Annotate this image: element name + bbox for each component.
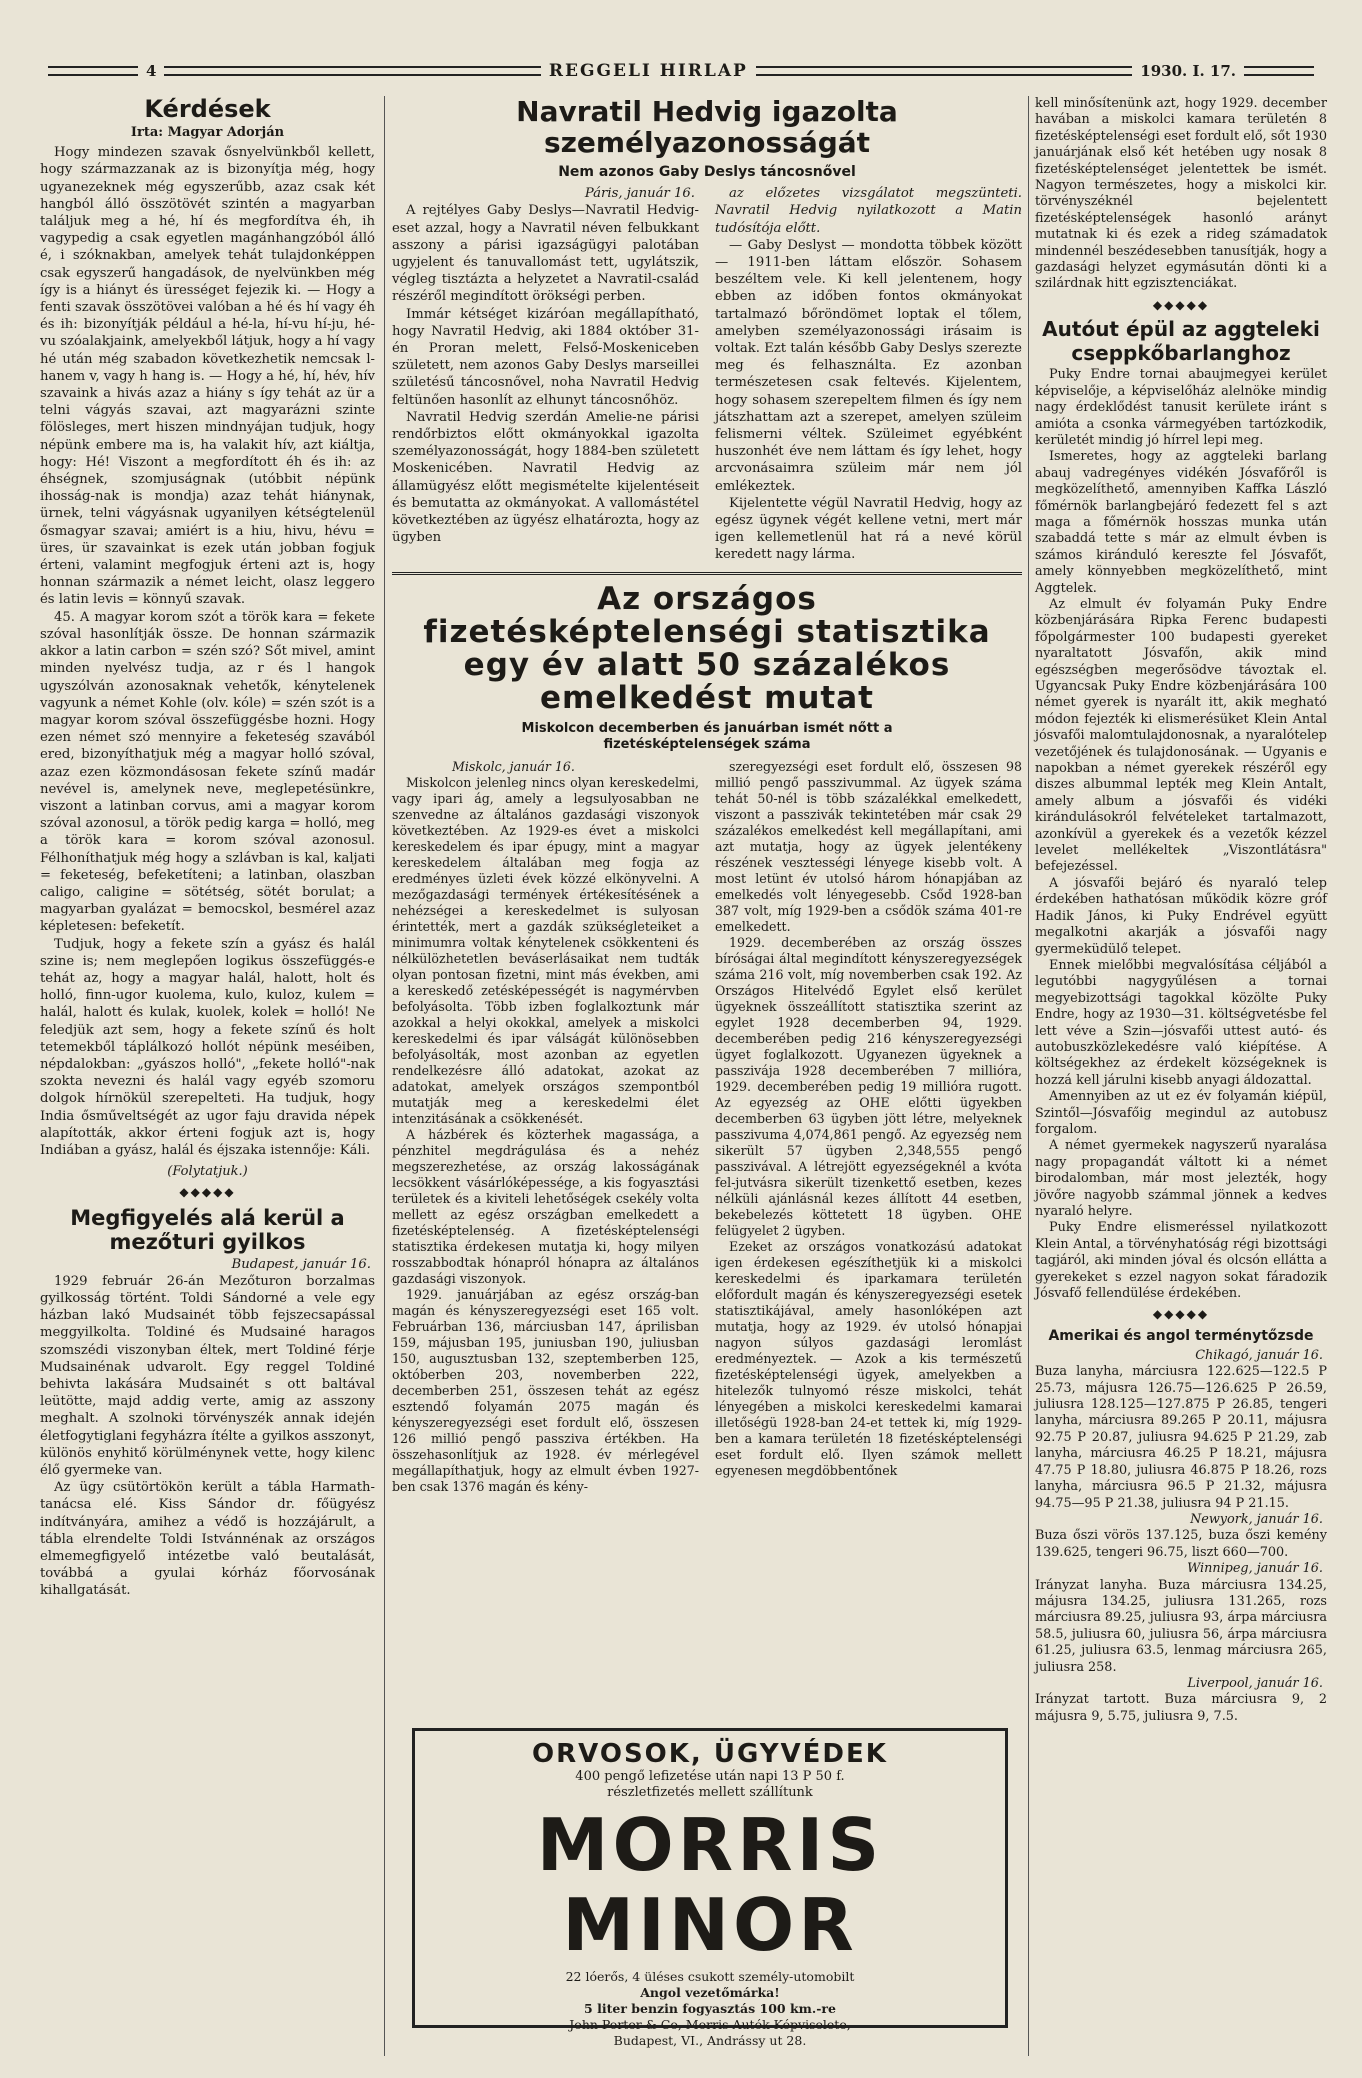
- dateline: Chikagó, január 16.: [1195, 1347, 1323, 1363]
- paragraph: A házbérek és közterhek magassága, a pénzhitel megdrágulása és a nehéz megszerezhetése, az ország lakosságának lecsökkent vásárlóképessége, a kis fogyasztási területek és a kiviteli lehetőségek csekély volta mellett az egész országban emelkedett a fizetésképtelenség. A fizetésképtelenségi statisztika érdekesen mutatja ki, hogy milyen rosszabbodtak hónapról hónapra az általános gazdasági viszonyok.: [392, 1126, 699, 1286]
- paragraph: Hogy mindezen szavak ősnyelvünkből kellett, hogy származzanak az is bizonyítja még, hogy ugyanezeknek még egyszerűbb, azaz csak két hangból álló összötövét szintén a magyarban találjuk meg a hé, hí és megfordítva éh, ih vagypedig a csak egyetlen magánhangzóból álló é, i szóknakban, amelyek tehát tulajdonképpen csak egyszerű hangadások, de nyelvünkben még így is a hiányt és ürességet fejezik ki. — Hogy a fenti szavak összötövei valóban a hé és hí vagy éh és ih: bizonyítják például a hé-la, hí-vu hí-ju, hé-vu szóalakjaink, amelyekből látjuk, hogy a hí vagy hé után még szabadon következhetik nemcsak l- hanem v, vagy h hang is. — Hogy a hé, hí, hév, hív szavaink a hivás azaz a hiány s így tehát az ür a telni vágyás szavai, azt magyarázni szinte fölösleges, mert hiszen mindnyájan tudjuk, hogy népünk embere ma is, ha valakit hív, azt kiáltja, hogy: Hé! Viszont a megfordított éh és ih: az éhségnek, szomjuságnak (utóbbit népünk ihosság-nak is mondja) azaz tehát hiánynak, ürnek, telni vágyásnak ugyanilyen kétségtelenül ősmagyar szavai; amiért is a hiu, hivu, hévu = üres, ür szavainkat is ezek után jobban fogjuk érteni, valamint megfogjuk érteni azt is, hogy honnan származik a német leicht, olasz leggero és latin levis = könnyű szavak.: [40, 145, 375, 608]
- ad-dealer-line: John Porter & Co, Morris Autók Képviselete,: [569, 2017, 851, 2032]
- paragraph: Irányzat tartott. Buza márciusra 9, 2 májusra 9, 5.75, juliusra 9, 7.5.: [1035, 1692, 1327, 1724]
- article-title-navratil: Navratil Hedvig igazolta személyazonosságát: [516, 95, 898, 159]
- article-subtitle: Miskolcon decemberben és januárban ismét nőtt a fizetésképtelenségek száma: [521, 720, 893, 752]
- issue-date: 1930. I. 17.: [1140, 62, 1237, 80]
- paragraph: A rejtélyes Gaby Deslys—Navratil Hedvig-eset azzal, hogy a Navratil néven felbukkant asszony a párisi igazságügyi palotában ugyjelent és tanuvallomást tett, ugylátszik, végleg tisztázta a helyzetet a Navratil-család részéről megindított örökségi perben.: [392, 203, 699, 305]
- paragraph: A jósvafői bejáró és nyaraló telep érdekében hathatósan működik közre gróf Hadik János, ki Puky Endrével együtt megalkotni akarják a jósvafői nagy gyermeküdülő telepet.: [1035, 875, 1327, 957]
- ad-spec-line: 22 lóerős, 4 üléses csukott személy-utomobilt: [565, 1969, 855, 1984]
- paragraph: Ennek mielőbbi megvalósítása céljából a legutóbbi nagygyűlésen a tornai megyebizottsági tagokkal közölte Puky Endre, hogy az 1930—31. költségvetésbe fel lett véve a Szin—jósvafői uttest autó- és autobuszközlekedésre való kiépítése. A költségekhez az érdekelt községeknek is hozzá kell járulni kisebb anyagi áldozattal.: [1035, 957, 1327, 1088]
- paragraph: kell minősítenünk azt, hogy 1929. december havában a miskolci kamara területén 8 fizetésképtelenségi eset fordult elő, sőt 1930 januárjának első két hetében ugy nosak 8 fizetésképtelenséget jelentettek be ismét. Nagyon természetes, hogy a miskolci kir. törvényszéknél bejelentett fizetésképtelenségek hasonló arányt mutatnak ki és ezek a rideg számadatok mindennél beszédesebben tanusítják, hogy a gazdasági helyzet egymásután dönti ki a szilárdnak hitt egzisztenciákat.: [1035, 96, 1327, 292]
- paragraph: Ismeretes, hogy az aggteleki barlang abauj vadregényes vidékén Jósvafőről is megközelíthető, amennyiben Kaffka László főmérnök barlangbejáró fedezett fel s azt maga a főmérnök hosszas munka után szabaddá tette s már az elmult évben is számos kiránduló kereszte fel Jósvafőt, amely könnyebben megközelíthető, mint Aggtelek.: [1035, 449, 1327, 596]
- morris-minor-advertisement: [412, 1728, 1008, 2048]
- ornament-divider: ◆◆◆◆◆: [1152, 1307, 1210, 1322]
- page-number: 4: [146, 62, 157, 80]
- paragraph: Immár kétséget kizáróan megállapítható, hogy Navratil Hedvig, aki 1884 október 31-én Proran melett, Felső-Moskeniceben született, nem azonos Gaby Deslys marseillei születésű táncosnővel, noha Navratil Hedvig feltünően hasonlít az elhunyt táncosnőhöz.: [392, 306, 699, 408]
- dateline: Winnipeg, január 16.: [1187, 1561, 1323, 1577]
- paragraph: Az elmult év folyamán Puky Endre közbenjárására Ripka Ferenc budapesti főpolgármester 100 budapesti gyereket nyaraltatott Jósvafőn, akik mind egészségben megerősödve távoztak el. Ugyancsak Puky Endre közbenjárására 100 német gyerek is nyarált itt, akik megható módon fejezték ki elismerésüket Klein Antal jósvafői malomtulajdonosnak, a nyaralótelep vezetőjének és tulajdonosának. — Ugyanis e napokban a német gyerekek részéről egy diszes albummal lepték meg Klein Antalt, amely album a jósvafői és vidéki kirándulásokról felvételeket tartalmazott, azonkívül a gyerekek és a vezetők kézzel levelet mellékeltek „Viszontlátásra" befejezéssel.: [1035, 596, 1327, 875]
- column-divider: [1028, 96, 1029, 2056]
- navratil-col-left: [392, 185, 699, 563]
- ad-price-line: 400 pengő lefizetése után napi 13 P 50 f.: [575, 1769, 845, 1784]
- ad-brand: MORRIS MINOR: [536, 1803, 884, 1967]
- masthead-rule-left: [48, 66, 138, 76]
- paragraph: Buza lanyha, márciusra 122.625—122.5 P 25.73, májusra 126.75—126.625 P 26.59, juliusra 128.125—127.875 P 26.85, tengeri lanyha, márciusra 89.265 P 20.11, májusra 92.75 P 20.87, juliusra 94.625 P 21.29, zab lanyha, márciusra 46.25 P 18.21, májusra 47.75 P 18.80, juliusra 46.875 P 18.26, rozs lanyha, márciusra 96.5 P 21.32, májusra 94.75—95 P 21.38, juliusra 94 P 21.15.: [1035, 1364, 1327, 1511]
- paragraph: A német gyermekek nagyszerű nyaralása nagy propagandát váltott ki a német birodalomban, már most jelezték, hogy jövőre nagyobb számmal jönnek a kedves nyaraló helyre.: [1035, 1138, 1327, 1219]
- paper-title: REGGELI HIRLAP: [548, 61, 748, 81]
- column-middle: [392, 96, 1022, 1495]
- statisztika-body: [392, 759, 1022, 1495]
- dateline: Miskolc, január 16.: [452, 758, 575, 774]
- paragraph: Miskolcon jelenleg nincs olyan kereskedelmi, vagy ipari ág, amely a legsulyosabban ne szenvedne az általános gazdasági viszonyok következtében. Az 1929-es évet a miskolci kereskedelem és ipar épugy, mint a magyar kereskedelem általában meg fogja az eredményes üzleti évek közzé elkönyvelni. A mezőgazdasági termények értékesítésének a nehézségei a kereskedelmet is sulyosan érintették, mert a gazdák szükségleteiket a minimumra voltak kénytelenek csökkenteni és nélkülözhetetlen beváserlásaikat nem tudták olyan pontosan fizetni, mint más években, ami a kereskedő zetésképességét is nagymérvben befolyásolta. Több izben foglalkoztunk már azokkal a helyi okokkal, amelyek a miskolci kereskedelmi és ipar válságát különösebben befolyásolták, most azonban az egyetlen rendelkezésre álló adatokat, azokat az adatokat, amelyek országos szempontból mutatják meg a kereskedelmi élet intenzitásának a csökkenését.: [392, 774, 699, 1126]
- paragraph: Ezeket az országos vonatkozású adatokat igen érdekesen egészíthetjük ki a miskolci kereskedelmi és iparkamara területén előfordult magán és kényszeregyezségi esetek statisztikájával, amely hasonlóképen azt mutatja, hogy az 1929. év utolsó hónapjai nagyon súlyos gazdasági leromlást eredményeztek. — Azok a kis természetű fizetésképtelenségi ügyek, amelyekben a hitelezők tulnyomó része miskolci, tehát lényegében a miskolci kereskedelmi kamarai illetőségü 1928-ban 24-et tettek ki, míg 1929-ben a kamara területén 18 fizetésképtelenségi eset fordult elő. Ilyen számok mellett egyenesen megdöbbentőnek: [715, 1238, 1022, 1478]
- paragraph: 1929. januárjában az egész ország-ban magán és kényszeregyezségi eset 165 volt. Februárban 136, márciusban 147, áprilisban 159, májusban 195, juniusban 190, juliusban 150, augusztusban 132, szeptemberben 125, októberben 203, novemberben 222, decemberben 251, összesen tehát az egész esztendő folyamán 2075 magán és kényszeregyezségi eset fordult elő, összesen 126 millió pengő passziva értékben. Ha összehasonlítjuk az 1928. év mérlegével megállapíthatjuk, hogy az elmult évben 1927-ben csak 1376 magán és kény-: [392, 1286, 699, 1494]
- paragraph: Puky Endre elismeréssel nyilatkozott Klein Antal, a törvényhatóság régi bizottsági tagjáról, aki minden jóval és olcsón ellátta a gyerekeket s ezzel nagyon sokat fáradozik Jósvafő fellendülése érdekében.: [1035, 1220, 1327, 1302]
- commodity-prices: [1035, 1348, 1327, 1725]
- paragraph: Navratil Hedvig szerdán Amelie-ne párisi rendőrbiztos előtt okmányokkal igazolta személyazonosságát, hogy 1884-ben született Moskenicében. Navratil Hedvig az államügyész előtt megismételte kijelentéseit és bemutatta az okmányokat. A vallomástétel következtében az ügyész elhatározta, hogy az ügyben: [392, 409, 699, 546]
- dateline: Newyork, január 16.: [1190, 1511, 1323, 1527]
- continued-note: (Folytatjuk.): [167, 1164, 248, 1180]
- statisztika-col-left: [392, 759, 699, 1495]
- dateline: Budapest, január 16.: [231, 1256, 371, 1272]
- ad-spec-line: 5 liter benzin fogyasztás 100 km.-re: [584, 2001, 836, 2016]
- paragraph: szeregyezségi eset fordult elő, összesen 98 millió pengő passzivummal. Az ügyek száma tehát 50-nél is több százalékkal emelkedett, viszont a passzivák tekintetében már csak 29 százalékos emelkedést kell megállapítani, ami azt mutatja, hogy az ügyek jelentékeny részének vesztességi lényege kisebb volt. A most letünt év utolsó három hónapjában az emelkedés volt lényegesebb. Csőd 1928-ban 387 volt, míg 1929-ben a csődök száma 401-re emelkedett.: [715, 758, 1022, 934]
- ornament-divider: ◆◆◆◆◆: [179, 1185, 236, 1200]
- section-rule: [392, 572, 1022, 575]
- paragraph: Tudjuk, hogy a fekete szín a gyász és halál szine is; nem meglepően logikus összefüggés-e tehát az, hogy a magyar halál, halott, holt és holló, finn-ugor kuolema, kulo, kuloz, kulem = halál, halott és kulak, kuolek, kolek = holló! Ne feledjük azt sem, hogy a fekete színű és holt tetemekből táplálkozó hollót népünk meséiben, népdalokban: „gyászos holló", „fekete holló"-nak szokta nevezni és halál vagy egyéb szomoru dolgok hírnökül szerepelteti. Ha tudjuk, hogy India ősműveltségét az ugor faju dravida népek alapították, akkor érteni fogjuk azt is, hogy Indiában a gyász, halál és éjszaka istennője: Káli.: [40, 936, 375, 1158]
- statisztika-col-right: [715, 759, 1022, 1495]
- article-subtitle: Nem azonos Gaby Deslys táncosnővel: [558, 164, 856, 180]
- article-title-statisztika: Az országos fizetésképtelenségi statisztika egy év alatt 50 százalékos emelkedést mutat: [423, 580, 991, 716]
- paragraph: Puky Endre tornai abaujmegyei kerület képviselője, a képviselőház alelnöke mindig nagy érdeklődést tanusit kerülete iránt s amióta a csonka vármegyében tartózkodik, kerületét mindig jó hírrel lepi meg.: [1035, 367, 1327, 448]
- article-title-megfigyeles: Megfigyelés alá kerül a mezőturi gyilkos: [70, 1205, 345, 1254]
- article-title-kerdesek: Kérdések: [144, 95, 271, 123]
- paragraph: 1929 február 26-án Mezőturon borzalmas gyilkosság történt. Toldi Sándorné a vele egy házban lakó Mudsainét több fejszecsapással meggyilkolta. Toldiné és Mudsainé haragos szomszédi viszonyban éltek, mert Toldiné férje Mudsainénak udvarolt. Egy reggel Toldiné behivta lakására Mudsainét s ott baltával leütötte, majd addig verte, amig az asszony meghalt. A szolnoki törvényszék annak idején életfogytiglani fegyházra ítélte a gyilkos asszonyt, különös enyhitő körülménynek vette, hogy kilenc élő gyermeke van.: [40, 1273, 375, 1479]
- navratil-body: [392, 185, 1022, 563]
- paragraph: Kijelentette végül Navratil Hedvig, hogy az egész ügynek végét kellene vetni, mert már igen kellemetlenül hat rá a nevé körül keredett nagy lárma.: [715, 495, 1022, 563]
- ad-spec-line: Angol vezetőmárka!: [640, 1985, 780, 2000]
- paragraph: — Gaby Deslyst — mondotta többek között — 1911-ben láttam először. Sohasem beszéltem vele. Ki kell jelentenem, hogy ebben az időben fontos okmányokat tartalmazó bőröndömet loptak el tőlem, amelyben személyazonossági irásaim is voltak. Ezt talán később Gaby Deslys szerezte meg és felhasználta. Ez azonban természetesen csak feltevés. Kijelentem, hogy sohasem szerepeltem filmen és így nem játszhattam azt a szerepet, amelyen szüleim felismerni véltek. Szüleimet egyébként huszonhét éve nem láttam és így lehet, hogy arcvonásaimra szüleim már nem jól emlékeztek.: [715, 237, 1022, 494]
- paragraph: 1929. decemberében az ország összes bíróságai által megindított kényszeregyezségek száma 216 volt, míg novemberben csak 192. Az Országos Hitelvédő Egylet első kerület ügyeknek összeállított statisztika szerint az egylet 1928 decemberben 94, 1929. decemberében pedig 216 kényszeregyezségi ügyet foglalkozott. Ugyanezen ügyeknek a passzivája 1928 decemberében 7 millióra, 1929. decemberében pedig 19 millióra rugott. Az egyezség az OHE előtti ügyekben decemberben 63 ügyben jött létre, melyeknek passzivuma 4,074,861 pengő. Az egyezség nem sikerült 57 ügyben 2,348,555 pengő passzivával. A létrejött egyezségeknél a kvóta fel-jutvásra sikerült tizenkettő esetben, kezes nélküli ajánlásnál kezes állított 44 esetben, bekebelezés köttetett 18 ügyben. OHE felügyelet 2 ügyben.: [715, 934, 1022, 1238]
- ad-payment-line: részletfizetés mellett szállítunk: [607, 1785, 813, 1800]
- paragraph: Irányzat lanyha. Buza márciusra 134.25, májusra 134.25, juliusra 131.265, rozs márciusra 89.25, juliusra 93, árpa márciusra 58.5, juliusra 60, juliusra 56, árpa márciusra 61.25, juliusra 63.5, lenmag márciusra 265, juliusra 258.: [1035, 1577, 1327, 1675]
- paragraph: 45. A magyar korom szót a török kara = fekete szóval hasonlítják össze. De honnan származik akkor a latin carbon = szén szó? Sőt mivel, amint minden nyelvész tudja, az r és l hangok ugyszólván azonosaknak vehetők, kénytelenek vagyunk a német Kohle (olv. kóle) = szén szót is a magyar korom szóval összefüggésbe hozni. Hogy ezen német szó mennyire a feketeség szavából ered, bizonyíthatjuk még a magyar holló szóval, azaz ezen közmondásosan fekete színű madár nevével is, amelynek neve, meglepetésünkre, viszont a latinban corvus, ami a magyar korom szóval azonosul, a török pedig karga = holló, meg a török kara = korom szóval azonosul. Félhoníthatjuk még hogy a szlávban is kal, kaljati = feketeség, befeketíteni; a latinban, olaszban caligo, caligine = sötétség, sötét borulat; a magyarban gyalázat = bemocskol, besmérel azaz képletesen: befeketít.: [40, 609, 375, 935]
- ornament-divider: ◆◆◆◆◆: [1152, 297, 1210, 312]
- dateline: Páris, január 16.: [584, 186, 695, 202]
- byline: Irta: Magyar Adorján: [130, 125, 285, 140]
- paragraph: Buza őszi vörös 137.125, buza őszi kemény 139.625, tengeri 96.75, liszt 660—700.: [1035, 1528, 1327, 1560]
- masthead-rule: [756, 66, 1132, 76]
- paragraph: az előzetes vizsgálatot megszünteti. Navratil Hedvig nyilatkozott a Matin tudósítója előtt.: [715, 186, 1022, 236]
- column-right: [1035, 96, 1327, 1725]
- column-divider: [384, 96, 385, 2056]
- paragraph: Az ügy csütörtökön került a tábla Harmath-tanácsa elé. Kiss Sándor dr. főügyész indítványára, amihez a védő is hozzájárult, a tábla elrendelte Toldi Istvánnénak az országos elmemegfigyelő intézetbe való beutalását, továbbá a gyulai kórház főorvosának kihallgatását.: [40, 1480, 375, 1599]
- column-left: [40, 96, 375, 1600]
- article-title-autout: Autóut épül az aggteleki cseppkőbarlanghoz: [1042, 317, 1320, 366]
- masthead-rule-right: [1244, 66, 1314, 76]
- ad-headline: ORVOSOK, ÜGYVÉDEK: [532, 1739, 888, 1769]
- ad-address-line: Budapest, VI., Andrássy ut 28.: [613, 2033, 807, 2048]
- dateline: Liverpool, január 16.: [1187, 1675, 1323, 1691]
- navratil-col-right: [715, 185, 1022, 563]
- paragraph: Amennyiben az ut ez év folyamán kiépül, Szintől—Jósvafőig megindul az autobusz forgalom.: [1035, 1089, 1327, 1137]
- masthead-rule: [164, 66, 540, 76]
- masthead: [40, 58, 1322, 84]
- article-title-termenytozsde: Amerikai és angol terménytőzsde: [1048, 1327, 1314, 1344]
